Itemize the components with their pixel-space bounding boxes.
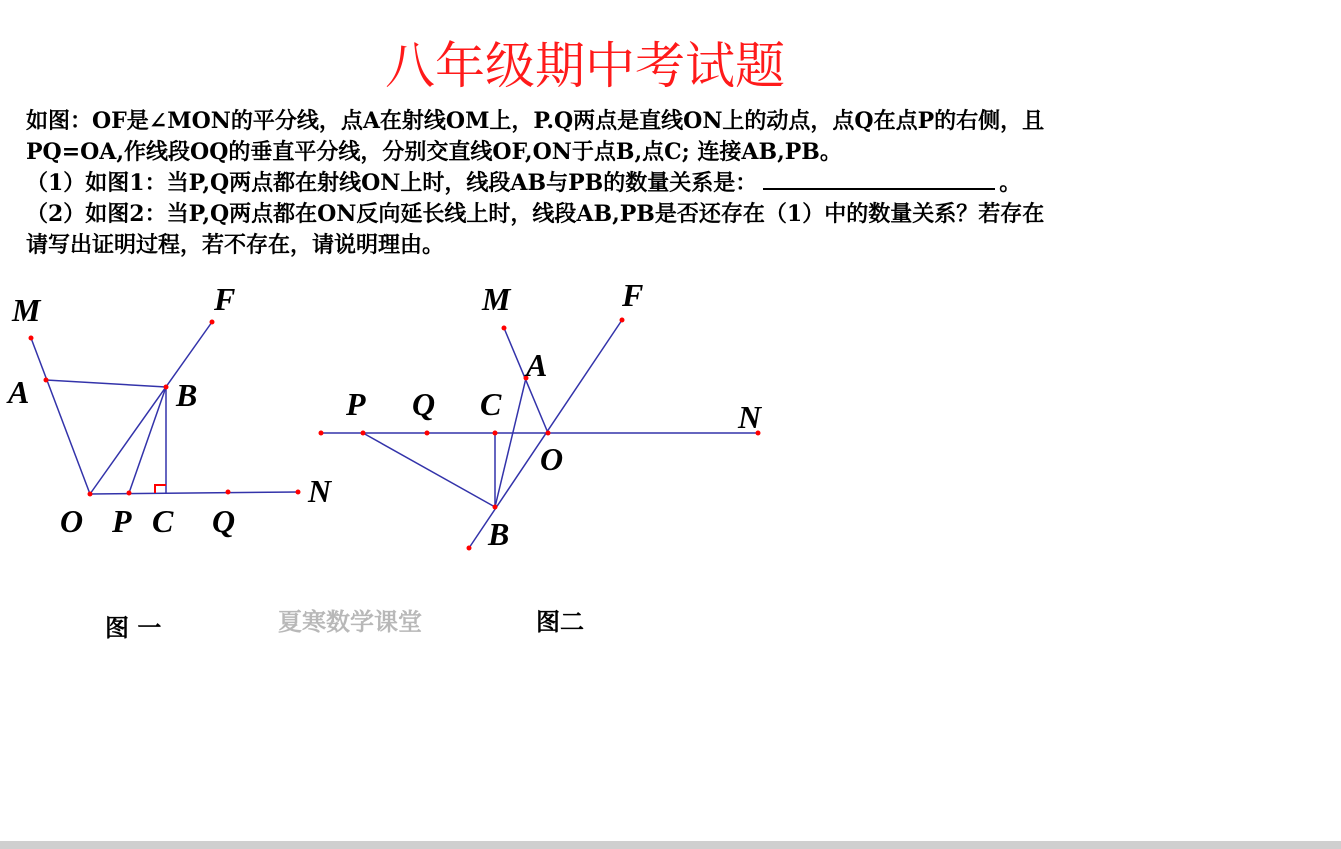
question-2-line-1: （2）如图2：当P,Q两点都在ON反向延长线上时，线段AB,PB是否还存在（1）中的数量关系？若存在: [26, 201, 1045, 227]
label-q: Q: [212, 503, 236, 539]
label-n: N: [308, 473, 332, 509]
figure-1-points: [29, 320, 301, 497]
label-f: F: [622, 277, 644, 313]
figure-2-labels: [345, 277, 763, 552]
problem-line-2: PQ=OA,作线段OQ的垂直平分线，分别交直线OF,ON于点B,点C; 连接AB,PB。: [26, 139, 842, 165]
segment-pb: [363, 433, 495, 507]
label-m: M: [482, 281, 511, 317]
right-angle-mark: [155, 485, 166, 493]
label-m: M: [12, 292, 41, 328]
question-1-end: 。: [999, 170, 1022, 196]
ray-om: [31, 338, 90, 494]
label-c: C: [152, 503, 174, 539]
label-p: P: [346, 386, 366, 422]
question-2-line-2: 请写出证明过程，若不存在，请说明理由。: [26, 232, 445, 258]
bottom-scrollbar[interactable]: [0, 841, 1341, 849]
label-a: A: [526, 347, 548, 383]
question-1-text: （1）如图1：当P,Q两点都在射线ON上时，线段AB与PB的数量关系是：: [26, 170, 758, 196]
label-f: F: [214, 281, 236, 317]
label-c: C: [480, 386, 502, 422]
ray-on: [90, 492, 298, 494]
label-o: O: [540, 441, 564, 477]
segment-ab: [46, 380, 166, 387]
label-n: N: [738, 399, 762, 435]
watermark: 夏寒数学课堂: [278, 607, 422, 636]
label-q: Q: [412, 386, 436, 422]
label-b: B: [176, 377, 198, 413]
figure-1: [31, 322, 298, 494]
problem-line-1: 如图：OF是∠MON的平分线，点A在射线OM上，P.Q两点是直线ON上的动点，点Q在点P的右侧，且: [26, 108, 1045, 134]
segment-pb: [129, 387, 166, 493]
figure-1-labels: [6, 281, 333, 539]
figure-1-caption: 图 一: [105, 613, 162, 642]
label-a: A: [8, 374, 30, 410]
figure-2-caption: 图二: [536, 607, 584, 636]
label-b: B: [488, 516, 510, 552]
label-p: P: [112, 503, 132, 539]
label-o: O: [60, 503, 84, 539]
page-title: 八年级期中考试题: [385, 37, 785, 95]
